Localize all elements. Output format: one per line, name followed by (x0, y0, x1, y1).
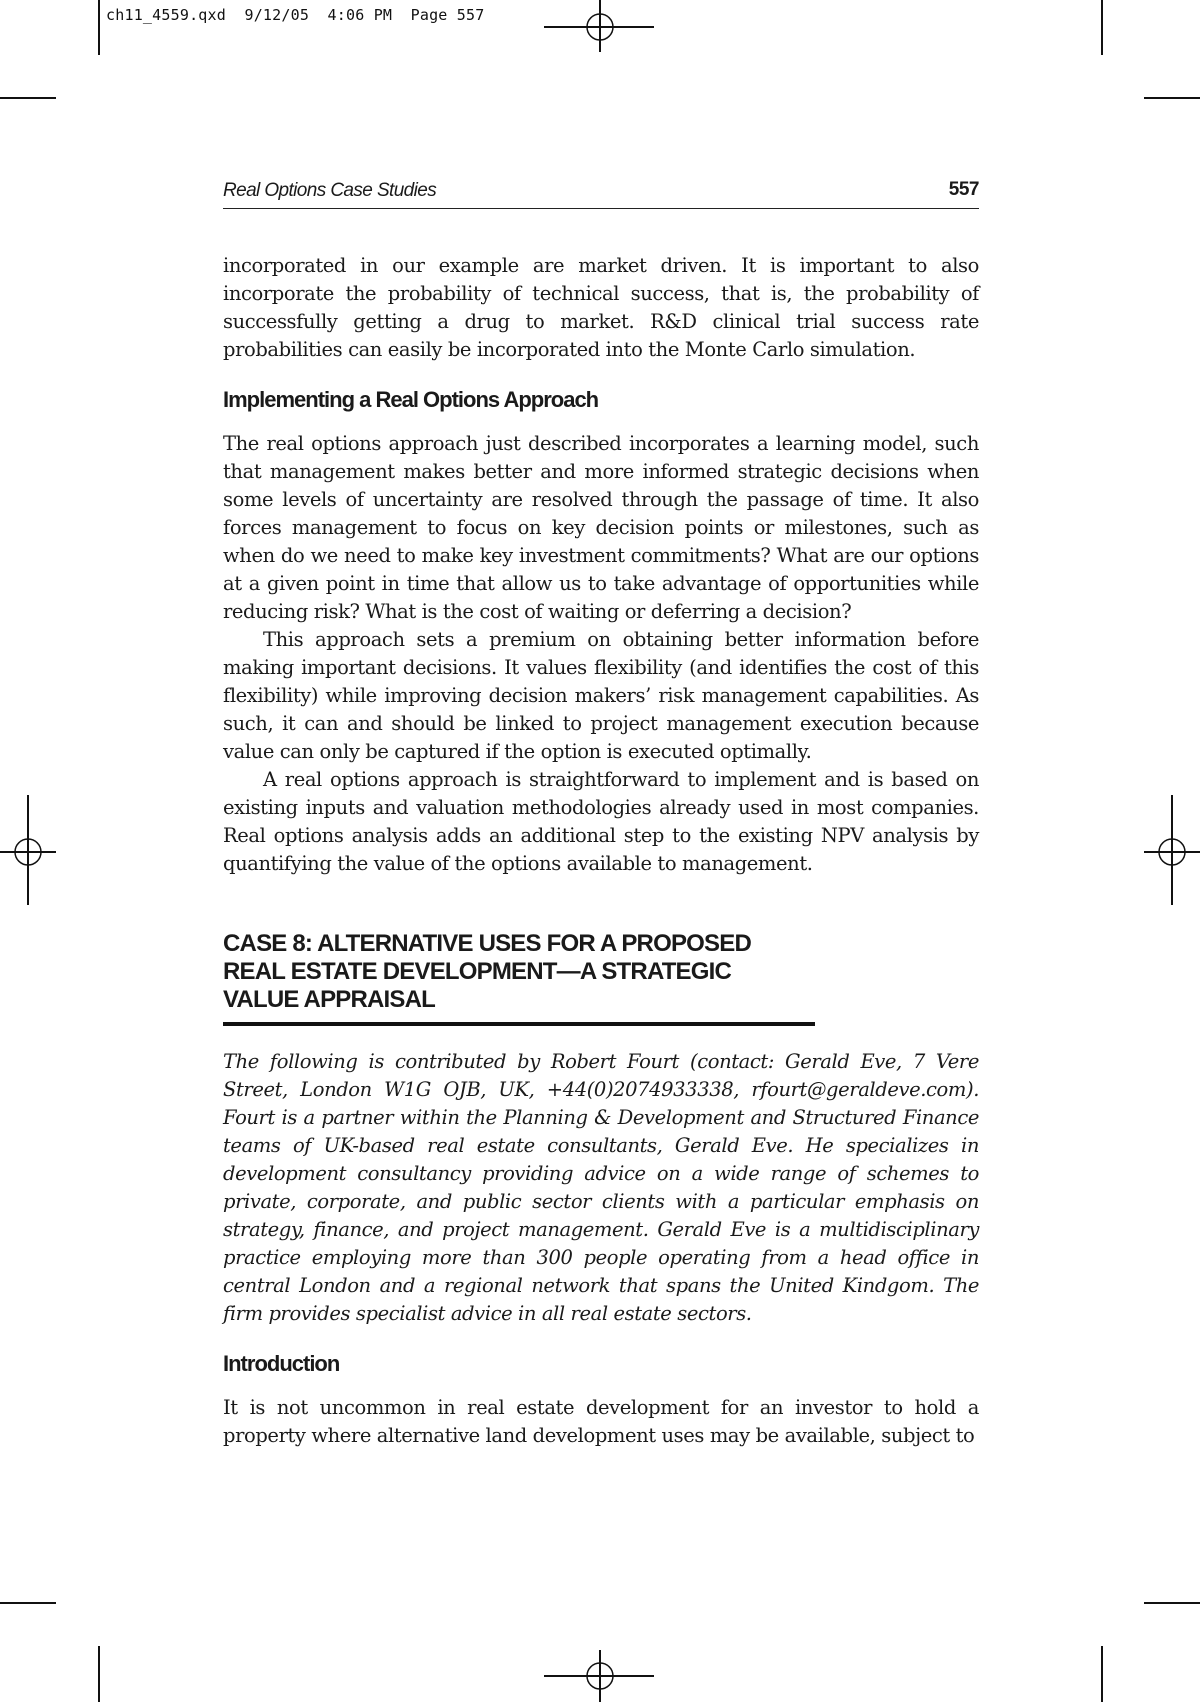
section-heading-implementing: Implementing a Real Options Approach (223, 387, 599, 412)
running-head (223, 178, 979, 209)
running-head-title: Real Options Case Studies (223, 180, 437, 201)
case-title-line: REAL ESTATE DEVELOPMENT—A STRATEGIC (223, 958, 732, 985)
registration-circle-icon (1155, 835, 1189, 869)
registration-circle-icon (583, 1659, 617, 1693)
page-body (223, 252, 979, 1450)
page-number: 557 (948, 179, 979, 200)
body-paragraph: The real options approach just described incorporates a learning model, such that management makes better and more informed strategic decisions when some levels of uncertainty are resolved through the passage of time. It also forces management to focus on key decision points or milestones, such as when do we need to make key investment commitments? What are our options at a given point in time that allow us to take advantage of opportunities while reducing risk? What is the cost of waiting or deferring a decision? (223, 432, 979, 623)
crop-mark-bottom-right-horizontal (1144, 1602, 1200, 1604)
continued-paragraph: incorporated in our example are market driven. It is important to also incorporate the probability of technical success, that is, the probability of successfully getting a drug to market. R&D clinical trial success rate probabilities can easily be incorporated into the Monte Carlo simulation. (223, 254, 979, 361)
crop-mark-top-left-horizontal (0, 97, 56, 99)
section-heading-introduction: Introduction (223, 1351, 340, 1376)
registration-circle-icon (583, 10, 617, 44)
crop-mark-top-right-vertical (1101, 0, 1103, 55)
crop-mark-bottom-left-vertical (98, 1646, 100, 1702)
case-title-line: VALUE APPRAISAL (223, 986, 436, 1013)
crop-mark-top-left-vertical (98, 0, 100, 55)
crop-mark-top-right-horizontal (1144, 97, 1200, 99)
registration-circle-icon (11, 835, 45, 869)
body-paragraph: It is not uncommon in real estate development for an investor to hold a property where alternative land development uses may be available, subject to (223, 1396, 979, 1447)
contributor-note: The following is contributed by Robert Fourt (contact: Gerald Eve, 7 Vere Street, London W1G OJB, UK, +44(0)2074933338, rfourt@geraldeve.com). Fourt is a partner within the Planning & Development and Structured Finance teams of UK-based real estate consultants, Gerald Eve. He specializes in development consultancy providing advice on a wide range of schemes to private, corporate, and public sector clients with a particular emphasis on strategy, finance, and project management. Gerald Eve is a multidisciplinary practice employing more than 300 people operating from a head office in central London and a regional network that spans the United Kindgom. The firm provides specialist advice in all real estate sectors. (223, 1050, 979, 1325)
printer-slug: ch11_4559.qxd 9/12/05 4:06 PM Page 557 (106, 6, 485, 24)
body-paragraph: A real options approach is straightforward to implement and is based on existing inputs and valuation methodologies already used in most companies. Real options analysis adds an additional step to the existing NPV analysis by quantifying the value of the options available to management. (223, 768, 979, 875)
body-paragraph: This approach sets a premium on obtaining better information before making important decisions. It values flexibility (and identifies the cost of this flexibility) while improving decision makers’ risk management capabilities. As such, it can and should be linked to project management execution because value can only be captured if the option is executed optimally. (223, 628, 979, 763)
case-title-line: CASE 8: ALTERNATIVE USES FOR A PROPOSED (223, 930, 751, 957)
crop-mark-bottom-right-vertical (1101, 1646, 1103, 1702)
crop-mark-bottom-left-horizontal (0, 1602, 56, 1604)
case-title (223, 930, 815, 1026)
